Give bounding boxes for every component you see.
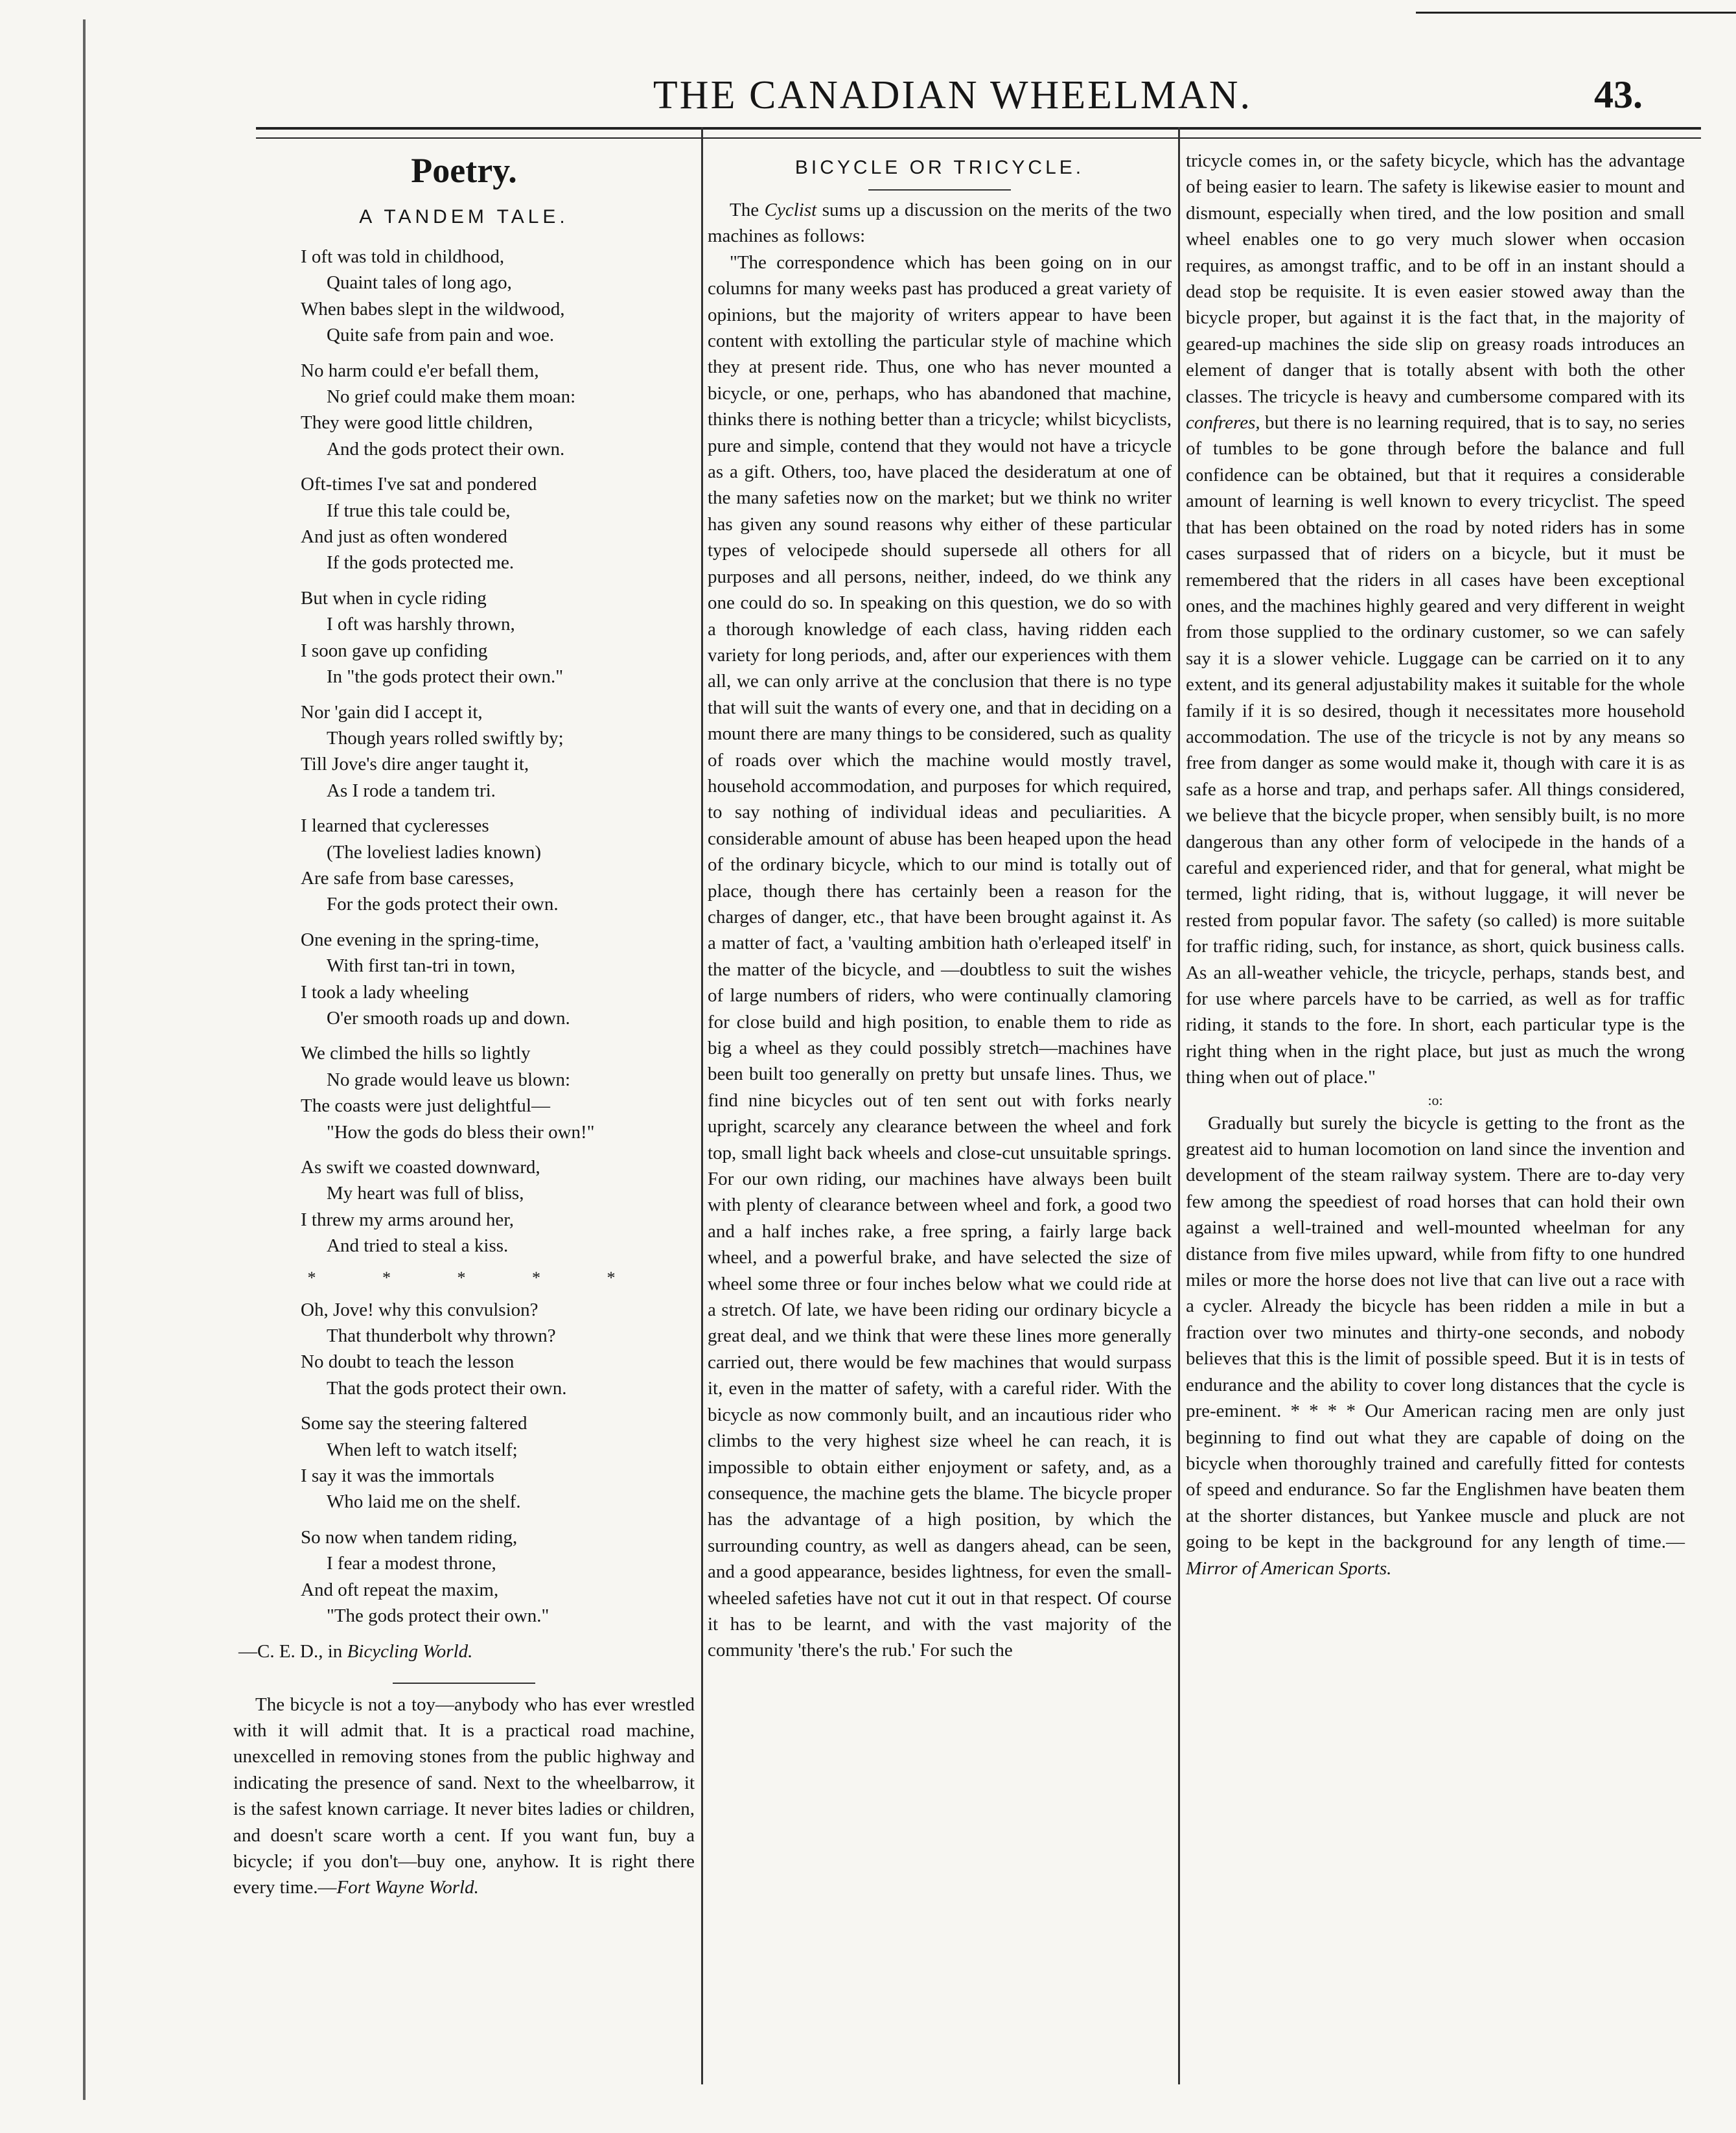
article-paragraph: "The correspondence which has been going on in our columns for many weeks past has produced a great variety of opinions, but the majority of writers appear to have been content with extolling the particular style of machine which they at present ride. Thus, one who has never mounted a bicycle, or one, perhaps, who has abandoned that machine, thinks there is nothing better than a tricycle; whilst bicyclists, pure and simple, contend that they would not have a tricycle as a gift. Others, too, have placed the desideratum at one of the many safeties now on the market; but we think no writer has given any sound reasons why either of these particular types of velocipede should supersede all others for all purposes and all persons, neither, indeed, do we think any one could do so. In speaking on this question, we do so with a thorough knowledge of each class, having ridden each variety for long periods, and, after our experiences with them all, we can only arrive at the conclusion that there is no type that will suit the wants of every one, and that in deciding on a mount there are many things to be considered, such as quality of roads over which the machine would mostly travel, household accommodation, and purposes for which required, to say nothing of individual ideas and peculiarities. A considerable amount of abuse has been heaped upon the head of the ordinary bicycle, which to our mind is totally out of place, though there has certainly been a reason for the charges of danger, etc., that have been brought against it. As a matter of fact, a 'vaulting ambition hath o'erleaped itself' in the matter of the bicycle, and —doubtless to suit the wishes of large numbers of riders, who were continually clamoring for close build and high position, to enable them to ride as big a wheel as they could possibly stretch—machines have been built too generally on pretty but unsafe lines. Thus, we find nine bicycles out of ten sent out with forks nearly upright, scarcely any clearance between the wheel and fork top, small light back wheels and close-cut unsuitable springs. For our own riding, our machines have always been built with plenty of clearance between wheel and fork, a good two and a half inches rake, a free spring, a fairly large back wheel, and a powerful brake, and have selected the size of wheel some three or four inches below what we could ride at a stretch. Of late, we have been riding our ordinary bicycle a great deal, and we think that were these lines more generally carried out, there would be few machines that would surpass it, even in the matter of safety, with a careful rider. With the bicycle as now commonly built, and an incautious rider who climbs to the very highest size wheel he can reach, it is impossible to obtain either enjoyment or safety, and, as a consequence, the machine gets the blame. The bicycle proper has the advantage of a high position, by which the surrounding country, as well as dangers ahead, can be seen, and a good appearance, besides lightness, for even the small-wheeled safeties have not cut it out in that respect. Of course it has to be learnt, and with the vast majority of the community 'there's the rub.' For such the: [708, 251, 1172, 1661]
poem-line: I say it was the immortals: [301, 1465, 494, 1487]
poem-line: When babes slept in the wildwood,: [301, 298, 565, 320]
poem-stanza: [301, 699, 695, 804]
poem-line: My heart was full of bliss,: [327, 1183, 524, 1204]
column-poetry: [233, 148, 695, 1901]
poem-line: They were good little children,: [301, 412, 533, 434]
bicycle-article-continuation: [1186, 148, 1685, 1091]
poem-line: We climbed the hills so lightly: [301, 1043, 531, 1064]
intro-suffix: sums up a discussion on the merits of the two machines as follows:: [708, 200, 1172, 247]
poem-line: No doubt to teach the lesson: [301, 1351, 515, 1373]
poem-line: I learned that cycleresses: [301, 815, 489, 837]
poem-line: No grief could make them moan:: [327, 386, 576, 408]
poem-line: But when in cycle riding: [301, 587, 487, 609]
poetry-heading: Poetry.: [411, 151, 517, 190]
masthead: THE CANADIAN WHEELMAN.: [653, 73, 1253, 117]
poem-line: Quite safe from pain and woe.: [327, 325, 555, 346]
poem-stanza: [301, 585, 695, 690]
poem-line: I oft was harshly thrown,: [327, 614, 515, 635]
toy-article-text: The bicycle is not a toy—anybody who has ever wrestled with it will admit that. It is a practical road machine, unexcelled in removing stones from the public highway and indicating the presence of sand. Next to the wheelbarrow, it is the safest known carriage. It never bites ladies or children, and doesn't scare worth a cent. If you want fun, buy a bicycle; if you don't—buy one, anyhow. It is right there every time.—: [233, 1694, 695, 1898]
poem-line: I fear a modest throne,: [327, 1553, 496, 1574]
poem-line: So now when tandem riding,: [301, 1526, 518, 1548]
locomotion-stars: * * * *: [1290, 1401, 1356, 1422]
locomotion-source: Mirror of American Sports.: [1186, 1557, 1392, 1579]
poem-line: Till Jove's dire anger taught it,: [301, 754, 529, 775]
poem-line: Oft-times I've sat and pondered: [301, 474, 537, 495]
toy-article-source: Fort Wayne World.: [336, 1877, 479, 1898]
poem-line: That the gods protect their own.: [327, 1377, 567, 1399]
poem-line: Though years rolled swiftly by;: [327, 727, 564, 749]
locomotion-body-2: Our American racing men are only just beginning to find out what they are capable of doing on the bicycle when thoroughly trained and carefully fitted for contests of speed and endurance. So far the Englishmen have beaten them at the shorter distances, but Yankee muscle and pluck are not going to be kept in the background for any length of time.—: [1186, 1401, 1685, 1553]
poem-line: Who laid me on the shelf.: [327, 1491, 521, 1513]
page-number: 43.: [1594, 73, 1643, 116]
poem-line: No grade would leave us blown:: [327, 1069, 571, 1090]
poem-line: When left to watch itself;: [327, 1439, 518, 1460]
poem-line: I soon gave up confiding: [301, 640, 488, 661]
poem-line: I threw my arms around her,: [301, 1209, 515, 1230]
poem-line: Some say the steering faltered: [301, 1413, 527, 1434]
attribution-author: —C. E. D., in: [238, 1640, 347, 1662]
poem-line: One evening in the spring-time,: [301, 929, 540, 950]
poem: [233, 244, 695, 1629]
poem-stanza: [301, 927, 695, 1032]
poem-stanza: [301, 471, 695, 576]
section-separator: :o:: [1428, 1091, 1443, 1108]
poem-stanza: [301, 813, 695, 918]
poem-line: If the gods protected me.: [327, 552, 515, 574]
header-rule: [256, 127, 1701, 130]
poem-line: The coasts were just delightful—: [301, 1095, 550, 1117]
locomotion-body: Gradually but surely the bicycle is getting to the front as the greatest aid to human locomotion on land since the invention and development of the steam railway system. There are to-day very few among the speediest of road horses that can hold their own against a well-trained and well-mounted wheelman for any distance from five miles upward, while from fifty to one hundred miles or more the horse does not live that can live out a race with a cycler. Already the bicycle has been ridden a mile in but a fraction over two minutes and thirty-one seconds, and nobody believes that this is the limit of possible speed. But it is in tests of endurance and the ability to cover long distances that the cycle is pre-eminent.: [1186, 1112, 1685, 1422]
poem-line: In "the gods protect their own.": [327, 666, 564, 688]
poem-stanza: [301, 244, 695, 349]
column-bicycle-article: [708, 148, 1172, 1664]
intro-prefix: The: [730, 200, 765, 220]
continuation-italic: confreres: [1186, 412, 1256, 434]
poem-line: Quaint tales of long ago,: [327, 272, 512, 294]
attribution-source: Bicycling World.: [347, 1640, 473, 1662]
poem-stanza: [301, 358, 695, 463]
poem-line: Are safe from base caresses,: [301, 867, 515, 889]
header-rule-thin: [256, 137, 1701, 139]
poem-stanza: [301, 1297, 695, 1402]
continuation-prefix: tricycle comes in, or the safety bicycle, which has the advantage of being easier to learn. The safety is likewise easier to mount and dismount, especially when tired, and the low position and small wheel enables one to go very much slower when occasion requires, as amongst traffic, and to be off in an instant should a dead stop be requisite. It is even easier stowed away than the bicycle proper, but against it is the fact that, in the majority of geared-up machines the side slip on greasy roads introduces an element of danger that is totally absent with both the other classes. The tricycle is heavy and cumbersome compared with its: [1186, 150, 1685, 407]
poem-stanza: [301, 1040, 695, 1145]
poem-stars: * * * * *: [307, 1268, 647, 1287]
poem-line: With first tan-tri in town,: [327, 955, 516, 977]
title-rule: [868, 189, 1011, 191]
poem-line: (The loveliest ladies known): [327, 841, 541, 863]
article-separator: [393, 1683, 535, 1684]
poem-line: "The gods protect their own.": [327, 1605, 550, 1627]
locomotion-article: [1186, 1110, 1685, 1581]
bicycle-article-body: [708, 197, 1172, 1664]
poem-line: And just as often wondered: [301, 526, 507, 548]
corner-rule: [1416, 12, 1736, 14]
continuation-suffix: , but there is no learning required, that is to say, no series of tumbles to be gone through before the balance and full confidence can be obtained, but that it requires a considerable amount of learning is well known to every tricyclist. The speed that has been obtained on the road by noted riders has in some cases surpassed that of riders on a bicycle, but it must be remembered that the riders in all cases have been exceptional ones, and the machines highly geared and very different in weight from those supplied to the ordinary customer, so we can safely say it is a slower vehicle. Luggage can be carried on it to any extent, and its general adjustability makes it suitable for the whole family if it is so desired, though it necessitates more household accommodation. The use of the tricycle is not by any means so free from danger as some would make it, though with care it is as safe as a horse and trap, and perhaps safer. All things considered, we believe that the bicycle proper, when sensibly built, is no more dangerous than any other form of velocipede in the hands of a careful and experienced rider, and that for general, what might be termed, light riding, that is, without luggage, it will never be rested from popular favor. The safety (so called) is more suitable for traffic riding, such, for instance, as short, quick business calls. As an all-weather vehicle, the tricycle, perhaps, stands best, and for use where parcels have to be carried, as well as for traffic riding, it stands to the fore. In short, each particular type is the right thing when in the right place, but just as much the wrong thing when out of place.": [1186, 412, 1685, 1088]
column-continuation: [1186, 148, 1685, 1581]
poem-line: As swift we coasted downward,: [301, 1157, 540, 1178]
intro-journal: Cyclist: [764, 200, 817, 220]
column-divider: [1178, 127, 1180, 2084]
poem-line: I oft was told in childhood,: [301, 246, 505, 267]
poem-line: And tried to steal a kiss.: [327, 1235, 509, 1257]
poem-stanza: [301, 1154, 695, 1259]
poem-line: Oh, Jove! why this convulsion?: [301, 1299, 538, 1320]
poem-line: That thunderbolt why thrown?: [327, 1325, 556, 1347]
poem-attribution: [238, 1638, 695, 1664]
poem-line: I took a lady wheeling: [301, 981, 469, 1003]
poem-line: Nor 'gain did I accept it,: [301, 701, 483, 723]
poem-line: For the gods protect their own.: [327, 894, 559, 915]
poem-line: O'er smooth roads up and down.: [327, 1007, 570, 1029]
poem-line: If true this tale could be,: [327, 500, 511, 521]
poem-line: And oft repeat the maxim,: [301, 1579, 499, 1600]
poem-line: And the gods protect their own.: [327, 438, 565, 460]
poem-stanza: [301, 1410, 695, 1515]
poem-line: As I rode a tandem tri.: [327, 780, 496, 801]
poem-line: "How the gods do bless their own!": [327, 1121, 595, 1143]
column-divider: [701, 127, 703, 2084]
toy-article: [233, 1692, 695, 1901]
poem-line: No harm could e'er befall them,: [301, 360, 539, 381]
poem-stanza: [301, 1524, 695, 1629]
article-title: BICYCLE OR TRICYCLE.: [794, 157, 1085, 178]
poem-title: A TANDEM TALE.: [359, 206, 569, 227]
binding-edge: [83, 19, 92, 2100]
